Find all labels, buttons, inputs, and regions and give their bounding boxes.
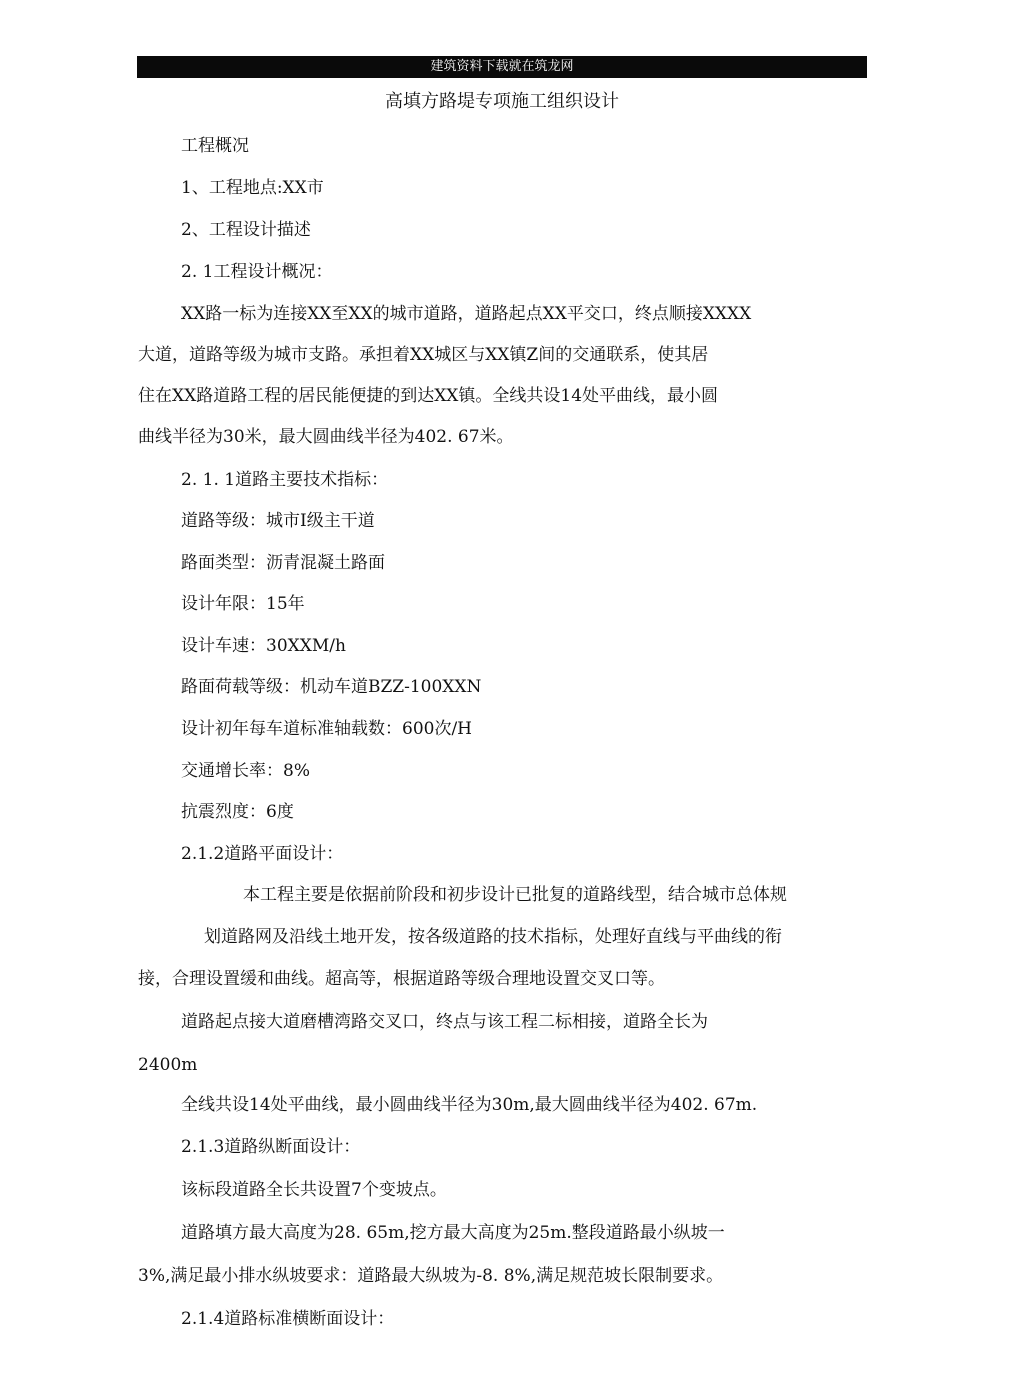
paragraph-line: 曲线半径为30米，最大圆曲线半径为402. 67米。 — [138, 427, 514, 447]
paragraph-line: 接，合理设置缓和曲线。超高等，根据道路等级合理地设置交叉口等。 — [138, 969, 665, 989]
spec-item: 路面荷载等级：机动车道BZZ-100XXN — [181, 677, 482, 697]
document-title: 高填方路堤专项施工组织设计 — [385, 91, 619, 112]
section-heading: 2.1.4道路标准横断面设计： — [181, 1309, 395, 1329]
spec-item: 交通增长率：8% — [181, 761, 310, 781]
paragraph-line: 道路填方最大高度为28. 65m,挖方最大高度为25m.整段道路最小纵坡一 — [181, 1223, 725, 1243]
section-heading: 2. 1工程设计概况： — [181, 262, 333, 282]
spec-item: 设计车速：30XXM/h — [181, 636, 346, 656]
header-banner: 建筑资料下载就在筑龙网 — [137, 56, 867, 78]
spec-item: 设计初年每车道标准轴载数：600次/H — [181, 719, 472, 739]
section-heading: 2.1.3道路纵断面设计： — [181, 1137, 361, 1157]
paragraph-line: 3%,满足最小排水纵坡要求：道路最大纵坡为-8. 8%,满足规范坡长限制要求。 — [138, 1266, 724, 1286]
section-heading: 2、工程设计描述 — [181, 220, 311, 240]
spec-item: 抗震烈度：6度 — [181, 802, 294, 822]
paragraph-line: 全线共设14处平曲线，最小圆曲线半径为30m,最大圆曲线半径为402. 67m. — [181, 1095, 758, 1115]
paragraph-line: 大道，道路等级为城市支路。承担着XX城区与XX镇Z间的交通联系，使其居 — [138, 345, 709, 365]
paragraph-line: 划道路网及沿线土地开发，按各级道路的技术指标，处理好直线与平曲线的衔 — [204, 927, 782, 947]
section-heading: 2. 1. 1道路主要技术指标： — [181, 470, 389, 490]
section-heading: 工程概况 — [181, 136, 249, 156]
paragraph-line: 住在XX路道路工程的居民能便捷的到达XX镇。全线共设14处平曲线，最小圆 — [138, 386, 719, 406]
section-heading: 2.1.2道路平面设计： — [181, 844, 344, 864]
spec-item: 道路等级：城市I级主干道 — [181, 511, 375, 531]
paragraph-line: 1、工程地点:XX市 — [181, 178, 324, 198]
paragraph-line: 2400m — [138, 1055, 198, 1075]
paragraph-line: XX路一标为连接XX至XX的城市道路，道路起点XX平交口，终点顺接XXXX — [181, 304, 752, 324]
spec-item: 路面类型：沥青混凝土路面 — [181, 553, 385, 573]
paragraph-line: 本工程主要是依据前阶段和初步设计已批复的道路线型，结合城市总体规 — [243, 885, 787, 905]
spec-item: 设计年限：15年 — [181, 594, 305, 614]
paragraph-line: 该标段道路全长共设置7个变坡点。 — [181, 1180, 447, 1200]
paragraph-line: 道路起点接大道磨槽湾路交叉口，终点与该工程二标相接，道路全长为 — [181, 1012, 708, 1032]
